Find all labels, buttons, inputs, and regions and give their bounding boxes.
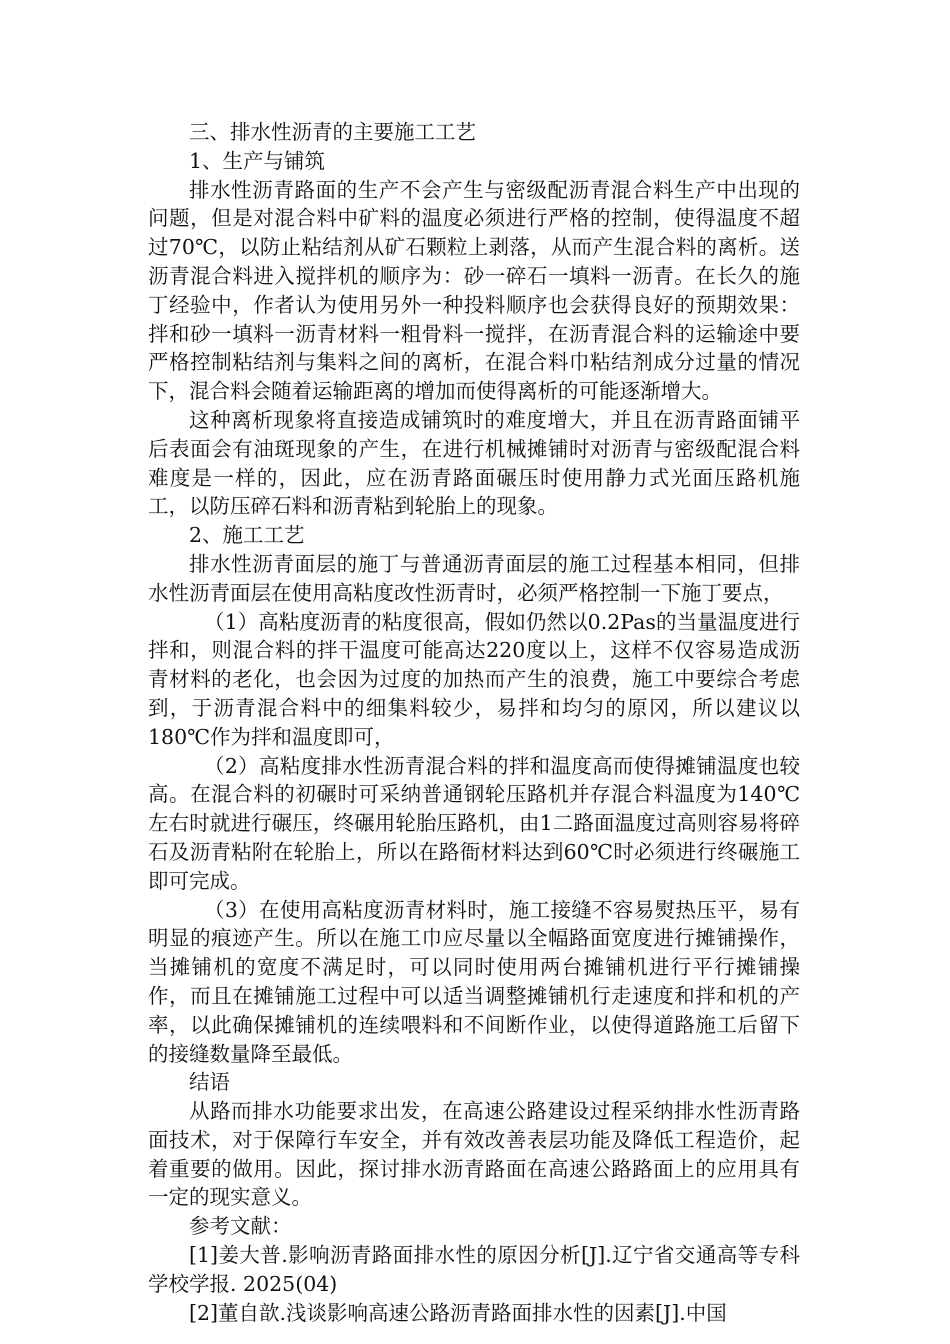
references-heading: 参考文献： (189, 1214, 292, 1239)
list-item-viscosity: （1）高粘度沥青的粘度很高，假如仍然以0.2Pas的当量温度进行拌和，则混合料的拌干温度可能高达220度以上，这样不仅容易造成沥青材料的老化，也会因为过度的加热而产生的浪费，施工中要综合考虑到，于沥青混合料中的细集料较少，易拌和均匀的原冈，所以建议以180℃作为拌和温度即可， (148, 609, 800, 749)
list-item-joints: （3）在使用高粘度沥青材料时，施工接缝不容易熨热压平，易有明显的痕迹产生。所以在施工巾应尽量以全幅路面宽度进行摊铺操作，当摊铺机的宽度不满足时，可以同时使用两台摊铺机进行平行摊铺操作，而且在摊铺施工过程中可以适当调整摊铺机行走速度和拌和机的产率，以此确保摊铺机的连续喂料和不间断作业，以使得道路施工后留下的接缝数量降至最低。 (148, 897, 800, 1066)
list-item-compaction: （2）高粘度排水性沥青混合料的拌和温度高而使得摊铺温度也较高。在混合料的初碾时可采纳普通钢轮压路机并存混合料温度为140℃左右时就进行碾压，终碾用轮胎压路机，由1二路面温度过高则容易将碎石及沥青粘附在轮胎上，所以在路衙材料达到60℃时必须进行终碾施工即可完成。 (148, 753, 800, 893)
reference-item-1: [1]姜大普.影响沥青路面排水性的原因分析[J].辽宁省交通高等专科学校学报. 2025(04) (148, 1243, 800, 1296)
reference-item-2: [2]董自歆.浅谈影响高速公路沥青路面排水性的因素[J].中国 (189, 1300, 727, 1325)
paragraph-production: 排水性沥青路面的生产不会产生与密级配沥青混合料生产中出现的问题，但是对混合料中矿料的温度必须进行严格的控制，使得温度不超过70℃，以防止粘结剂从矿石颗粒上剥落，从而产生混合料的离析。送沥青混合料进入搅拌机的顺序为：砂一碎石一填料一沥青。在长久的施丁经验中，作者认为使用另外一种投料顺序也会获得良好的预期效果：拌和砂一填料一沥青材料一粗骨料一搅拌，在沥青混合料的运输途中要严格控制粘结剂与集料之间的离析，在混合料巾粘结剂成分过量的情况下，混合料会随着运输距离的增加而使得离析的可能逐渐增大。 (148, 177, 800, 404)
conclusion-heading: 结语 (189, 1070, 230, 1095)
paragraph-conclusion: 从路而排水功能要求出发，在高速公路建设过程采纳排水性沥青路面技术，对于保障行车安全，并有效改善表层功能及降低工程造价，起着重要的做用。因此，探讨排水沥青路面在高速公路路面上的应用具有一定的现实意义。 (148, 1099, 800, 1210)
document-body (148, 118, 800, 1327)
subsection-heading-construction: 2、施工工艺 (189, 523, 305, 548)
paragraph-construction: 排水性沥青面层的施丁与普通沥青面层的施工过程基本相同，但排水性沥青面层在使用高粘度改性沥青时，必须严格控制一下施丁要点， (148, 551, 800, 605)
subsection-heading-production: 1、生产与铺筑 (189, 148, 326, 173)
section-heading: 三、排水性沥青的主要施工工艺 (189, 120, 476, 144)
paragraph-segregation: 这种离析现象将直接造成铺筑时的难度增大，并且在沥青路面铺平后表面会有油斑现象的产生，在进行机械摊铺时对沥青与密级配混合料难度是一样的，因此，应在沥青路面碾压时使用静力式光面压路机施工，以防压碎石料和沥青粘到轮胎上的现象。 (148, 407, 800, 519)
